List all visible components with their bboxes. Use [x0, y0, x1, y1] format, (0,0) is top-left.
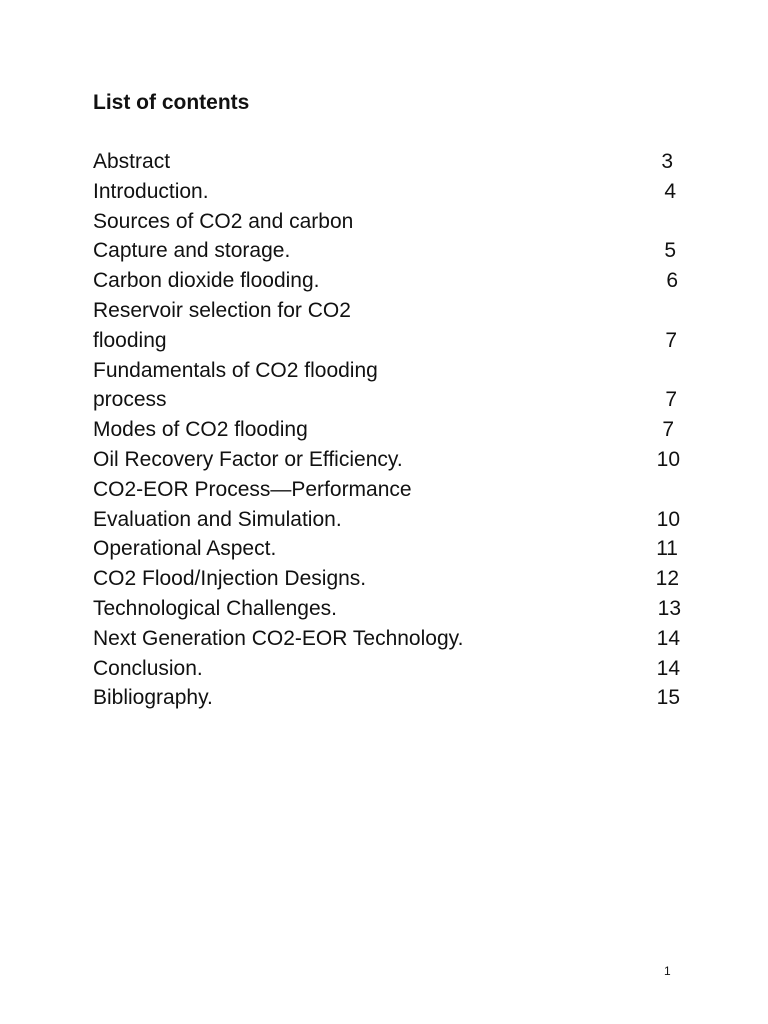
toc-entry-text: Reservoir selection for CO2 — [93, 298, 351, 322]
toc-line — [93, 385, 683, 415]
toc-entry-text: Operational Aspect. — [93, 537, 277, 561]
toc-entry-page: 6 — [666, 269, 678, 293]
toc-line — [93, 624, 683, 654]
toc-line — [93, 505, 683, 535]
toc-entry-page: 13 — [657, 596, 681, 620]
toc-entry-text: Bibliography. — [93, 686, 213, 710]
toc-entry-page: 3 — [661, 150, 673, 173]
toc-line — [93, 594, 683, 624]
toc-line — [93, 415, 683, 445]
toc-entry-page: 7 — [662, 418, 674, 442]
toc-entry-text: Evaluation and Simulation. — [93, 507, 342, 531]
toc-entry-text: flooding — [93, 328, 167, 352]
toc-entry-page: 15 — [656, 686, 680, 710]
toc-entry-text: Technological Challenges. — [93, 596, 337, 620]
page-number: 1 — [664, 964, 671, 978]
toc-entry-page: 14 — [656, 626, 680, 650]
toc-entry-page: 11 — [656, 537, 678, 561]
toc-line — [93, 326, 683, 356]
toc-line — [93, 177, 683, 207]
toc-line — [93, 147, 683, 177]
toc-line — [93, 534, 683, 564]
toc-entry-page: 10 — [656, 447, 680, 471]
toc-entry-page: 10 — [656, 507, 680, 531]
toc-line — [93, 445, 683, 475]
toc-line — [93, 207, 683, 237]
toc-entry-page: 5 — [664, 239, 676, 263]
toc-line — [93, 266, 683, 296]
toc-line — [93, 296, 683, 326]
toc-entry-text: Oil Recovery Factor or Efficiency. — [93, 447, 403, 471]
toc-line — [93, 654, 683, 684]
toc-entry-text: CO2-EOR Process—Performance — [93, 477, 412, 501]
toc-entry-page: 14 — [656, 656, 680, 680]
toc-entry-text: Next Generation CO2-EOR Technology. — [93, 626, 464, 650]
toc-list — [93, 147, 683, 713]
toc-entry-text: Introduction. — [93, 179, 209, 203]
toc-entry-page: 4 — [664, 179, 676, 203]
toc-entry-text: Carbon dioxide flooding. — [93, 269, 320, 293]
toc-entry-text: Modes of CO2 flooding — [93, 418, 308, 442]
toc-entry-page: 7 — [665, 328, 677, 352]
toc-line — [93, 236, 683, 266]
toc-entry-text: Capture and storage. — [93, 239, 291, 263]
toc-entry-text: Sources of CO2 and carbon — [93, 209, 354, 233]
toc-line — [93, 564, 683, 594]
toc-entry-text: Fundamentals of CO2 flooding — [93, 358, 378, 382]
toc-line — [93, 683, 683, 713]
toc-entry-text: Abstract — [93, 150, 171, 173]
toc-entry-text: CO2 Flood/Injection Designs. — [93, 567, 367, 591]
toc-entry-page: 12 — [655, 567, 679, 591]
toc-line — [93, 356, 683, 386]
toc-entry-page: 7 — [665, 388, 677, 412]
toc-entry-text: process — [93, 388, 167, 412]
toc-heading: List of contents — [93, 91, 250, 114]
toc-entry-text: Conclusion. — [93, 656, 203, 680]
toc-line — [93, 475, 683, 505]
